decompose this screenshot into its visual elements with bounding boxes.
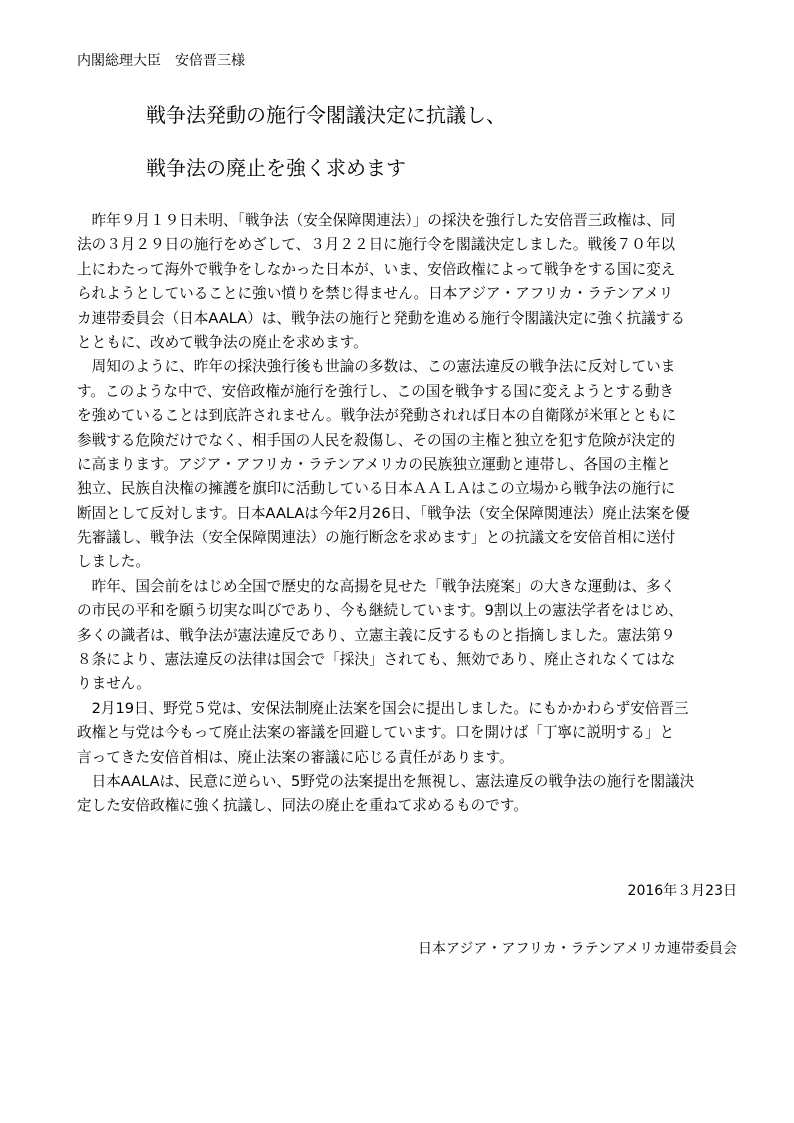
body-line: 独立、民族自決権の擁護を旗印に活動している日本ＡＡＬＡはこの立場から戦争法の施行に	[77, 480, 676, 498]
body-line: 法の３月２９日の施行をめざして、３月２２日に施行令を閣議決定しました。戦後７０年以	[77, 236, 676, 254]
body-line: カ連帯委員会（日本AALA）は、戦争法の施行と発動を進める施行令閣議決定に強く抗議する	[77, 309, 685, 327]
body-line: りません。	[77, 675, 151, 693]
body-line: 参戦する危険だけでなく、相手国の人民を殺傷し、その国の主権と独立を犯す危険が決定的	[77, 431, 676, 449]
body-line: 周知のように、昨年の採決強行後も世論の多数は、この憲法違反の戦争法に反対していま	[77, 358, 676, 376]
signature: 日本アジア・アフリカ・ラテンアメリカ連帯委員会	[417, 941, 737, 957]
body-line: とともに、改めて戦争法の廃止を求めます。	[77, 333, 368, 351]
body-line: の市民の平和を願う切実な叫びであり、今も継続しています。9割以上の憲法学者をはじめ、	[77, 602, 683, 620]
body-line: す。このような中で、安倍政権が施行を強行し、この国を戦争する国に変えようとする動き	[77, 382, 674, 400]
body-line: を強めていることは到底許されません。戦争法が発動されれば日本の自衛隊が米軍とともに	[77, 407, 677, 425]
document-date: 2016年３月23日	[627, 883, 737, 899]
body-line: 日本AALAは、民意に逆らい、5野党の法案提出を無視し、憲法違反の戦争法の施行を閣議決	[77, 772, 695, 790]
body-line: 政権と与党は今もって廃止法案の審議を回避しています。口を開けば「丁寧に説明する」と	[77, 724, 675, 742]
addressee: 内閣総理大臣 安倍晋三様	[77, 53, 245, 69]
body-line: に高まります。アジア・アフリカ・ラテンアメリカの民族独立運動と連帯し、各国の主権と	[77, 455, 672, 473]
body-line: 昨年９月１９日未明、「戦争法（安全保障関連法）」の採決を強行した安倍晋三政権は、同	[77, 212, 676, 229]
body-line: 多くの識者は、戦争法が憲法違反であり、立憲主義に反するものと指摘しました。憲法第９	[77, 626, 676, 644]
body-line: ８条により、憲法違反の法律は国会で「採決」されても、無効であり、廃止されなくてはな	[77, 651, 676, 669]
body-line: 言ってきた安倍首相は、廃止法案の審議に応じる責任があります。	[77, 748, 514, 766]
body-line: 先審議し、戦争法（安全保障関連法）の施行断念を求めます」との抗議文を安倍首相に送付	[77, 529, 676, 547]
body-text	[77, 209, 741, 819]
body-line: 2月19日、野党５党は、安保法制廃止法案を国会に提出しました。にもかかわらず安倍晋三	[77, 699, 689, 717]
body-line: 上にわたって海外で戦争をしなかった日本が、いま、安倍政権によって戦争をする国に変え	[77, 260, 676, 278]
body-line: られようとしていることに強い憤りを禁じ得ません。日本アジア・アフリカ・ラテンアメリ	[77, 285, 674, 303]
title-line-1: 戦争法発動の施行令閣議決定に抗議し、	[146, 103, 506, 127]
body-line: 定した安倍政権に強く抗議し、同法の廃止を重ねて求めるものです。	[77, 797, 528, 815]
body-line: 断固として反対します。日本AALAは今年2月26日、「戦争法（安全保障関連法）廃止法案を優	[77, 504, 690, 522]
title-line-2: 戦争法の廃止を強く求めます	[146, 156, 406, 180]
body-line: しました。	[77, 553, 150, 571]
body-line: 昨年、国会前をはじめ全国で歴史的な高揚を見せた「戦争法廃案」の大きな運動は、多く	[77, 577, 676, 595]
